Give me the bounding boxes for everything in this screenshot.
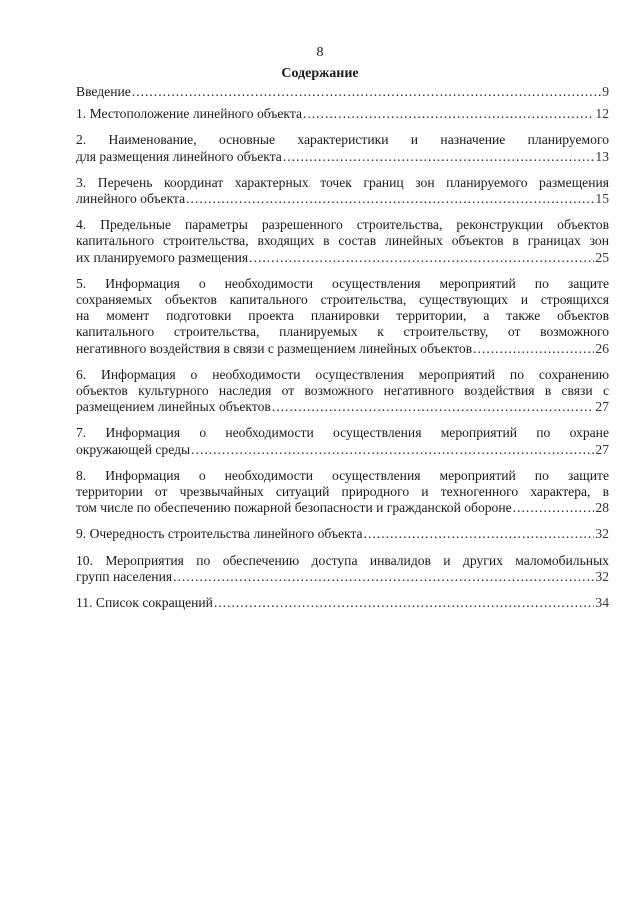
- toc-entry-text: капитального строительства, входящих в состав линейных объектов в границах зон: [76, 233, 609, 249]
- toc-page-number: 13: [595, 148, 609, 164]
- toc-entry-introduction[interactable]: [76, 84, 609, 100]
- dot-leader: [131, 84, 601, 100]
- toc-entry-text: объектов культурного наследия от возможного негативного воздействия в связи с: [76, 383, 609, 399]
- toc-entry-text: линейного объекта: [76, 191, 186, 207]
- dot-leader: [282, 149, 595, 165]
- toc-title: Содержание: [281, 66, 359, 81]
- toc-page-number: 15: [595, 191, 609, 207]
- toc-page-number: 26: [595, 340, 609, 356]
- toc-entry-text: 5. Информация о необходимости осуществления мероприятий по защите: [76, 275, 609, 291]
- toc-entry-text: негативного воздействия в связи с размещением линейных объектов: [76, 340, 473, 356]
- dot-leader: [512, 500, 595, 516]
- toc-entry-text: сохраняемых объектов капитального строительства, существующих и строящихся: [76, 292, 609, 308]
- toc-entry-text: размещением линейных объектов: [76, 399, 271, 415]
- toc-entry-1[interactable]: [76, 106, 609, 122]
- toc-entry-text: 6. Информация о необходимости осуществления мероприятий по сохранению: [76, 366, 609, 382]
- toc-entry-2[interactable]: [76, 132, 609, 164]
- toc-entry-4[interactable]: [76, 217, 609, 266]
- toc-entry-6[interactable]: [76, 367, 609, 416]
- toc-entry-text: групп населения: [76, 568, 173, 584]
- dot-leader: [172, 569, 594, 585]
- toc-entry-text: 10. Мероприятия по обеспечению доступа инвалидов и других маломобильных: [76, 552, 609, 568]
- toc-entry-text: 11. Список сокращений: [76, 595, 213, 611]
- toc-page-number: 34: [595, 595, 609, 611]
- toc-entry-text: 1. Местоположение линейного объекта: [76, 106, 302, 122]
- toc-entry-5[interactable]: [76, 276, 609, 357]
- toc-entry-text: 8. Информация о необходимости осуществления мероприятий по защите: [76, 467, 609, 483]
- dot-leader: [248, 250, 594, 266]
- toc-entry-9[interactable]: [76, 526, 609, 542]
- dot-leader: [472, 341, 594, 357]
- toc-entry-text: 2. Наименование, основные характеристики и назначение планируемого: [76, 132, 609, 148]
- toc-page-number: 32: [595, 526, 609, 542]
- toc-entry-10[interactable]: [76, 553, 609, 585]
- dot-leader: [185, 191, 594, 207]
- toc-entry-text: территории от чрезвычайных ситуаций природного и техногенного характера, в: [76, 484, 609, 500]
- toc-entry-8[interactable]: [76, 468, 609, 517]
- toc-page-number: 32: [595, 568, 609, 584]
- toc-page-number: 9: [602, 84, 609, 99]
- toc-entry-text: окружающей среды: [76, 441, 191, 457]
- toc-entry-text: 3. Перечень координат характерных точек границ зон планируемого размещения: [76, 174, 609, 190]
- toc-page-number: 28: [595, 500, 609, 516]
- page-number: 8: [316, 45, 324, 60]
- toc-entry-text: 9. Очередность строительства линейного объекта: [76, 526, 363, 542]
- toc-entry-text: Введение: [76, 84, 131, 99]
- dot-leader: [190, 442, 594, 458]
- toc-page-number: 12: [595, 106, 609, 122]
- toc-page-number: 25: [595, 249, 609, 265]
- toc-entry-text: их планируемого размещения: [76, 249, 249, 265]
- toc-entry-7[interactable]: [76, 425, 609, 457]
- toc-entry-text: том числе по обеспечению пожарной безопасности и гражданской обороне: [76, 500, 512, 516]
- dot-leader: [302, 106, 594, 122]
- toc-page-number: 27: [595, 441, 609, 457]
- toc-entry-3[interactable]: [76, 175, 609, 207]
- toc-entry-11[interactable]: [76, 595, 609, 611]
- toc-entry-text: 7. Информация о необходимости осуществления мероприятий по охране: [76, 425, 609, 441]
- toc-page-number: 27: [595, 399, 609, 415]
- toc-entry-text: для размещения линейного объекта: [76, 148, 282, 164]
- dot-leader: [213, 595, 594, 611]
- dot-leader: [363, 526, 595, 542]
- toc-entry-text: на момент подготовки проекта планировки территории, а также объектов: [76, 308, 609, 324]
- dot-leader: [271, 399, 595, 415]
- toc-entry-text: капитального строительства, планируемых к строительству, от возможного: [76, 324, 609, 340]
- table-of-contents: [76, 84, 609, 621]
- toc-entry-text: 4. Предельные параметры разрешенного строительства, реконструкции объектов: [76, 217, 609, 233]
